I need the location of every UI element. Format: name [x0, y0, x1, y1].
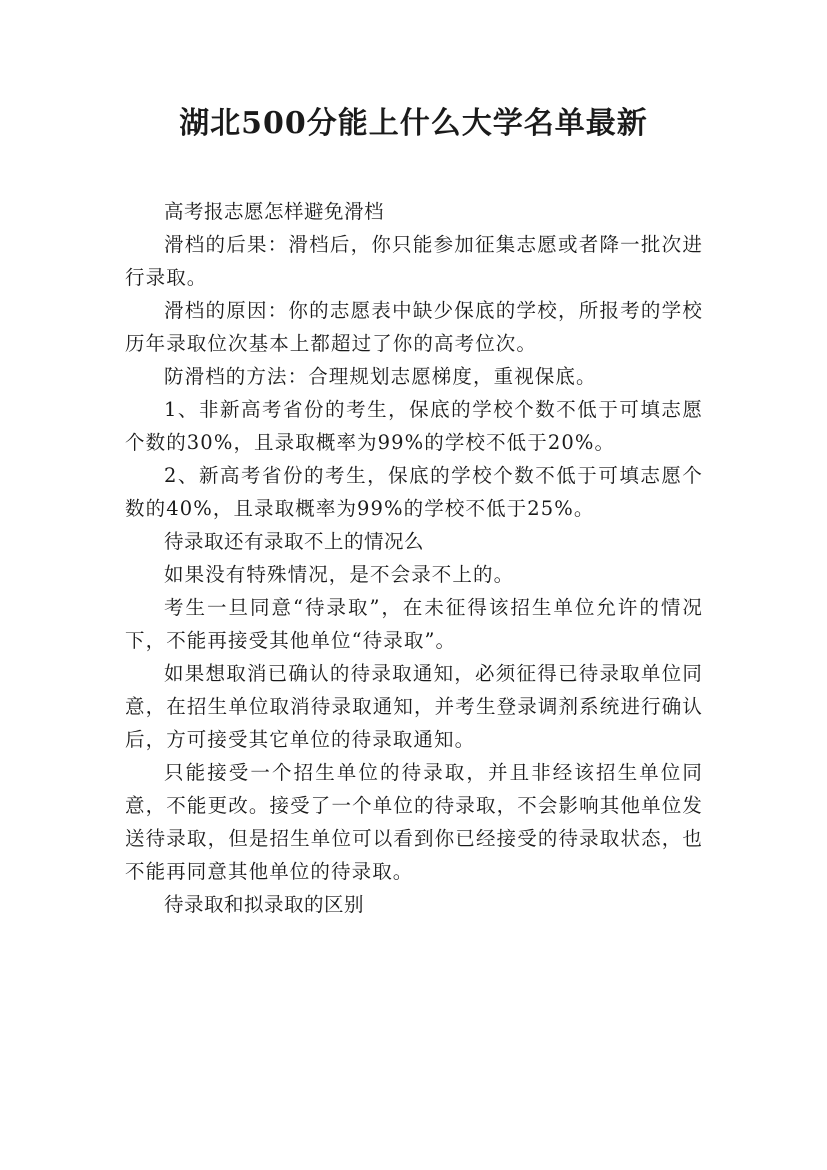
- paragraph-accept-one-only: 只能接受一个招生单位的待录取，并且非经该招生单位同意，不能更改。接受了一个单位的待录取，不会影响其他单位发送待录取，但是招生单位可以看到你已经接受的待录取状态，也不能再同意其他单位的待录取。: [125, 761, 703, 883]
- paragraph-agree-pending: 考生一旦同意“待录取”，在未征得该招生单位允许的情况下，不能再接受其他单位“待录取”。: [125, 596, 703, 652]
- document-title: 湖北500分能上什么大学名单最新: [179, 106, 648, 141]
- paragraph-rule-2: 2、新高考省份的考生，保底的学校个数不低于可填志愿个数的40%，且录取概率为99%的学校不低于25%。: [125, 464, 703, 520]
- paragraph-cancel-pending: 如果想取消已确认的待录取通知，必须征得已待录取单位同意，在招生单位取消待录取通知，并考生登录调剂系统进行确认后，方可接受其它单位的待录取通知。: [125, 662, 703, 751]
- paragraph-slip-consequence: 滑档的后果：滑档后，你只能参加征集志愿或者降一批次进行录取。: [125, 233, 703, 289]
- paragraph-slip-cause: 滑档的原因：你的志愿表中缺少保底的学校，所报考的学校历年录取位次基本上都超过了你的高考位次。: [125, 299, 703, 355]
- section-heading-avoid-slip: 高考报志愿怎样避免滑档: [164, 200, 385, 223]
- document-body: [125, 195, 703, 921]
- paragraph-rule-1: 1、非新高考省份的考生，保底的学校个数不低于可填志愿个数的30%，且录取概率为99%的学校不低于20%。: [125, 398, 703, 454]
- section-heading-difference: 待录取和拟录取的区别: [164, 893, 365, 916]
- paragraph-no-special-case: 如果没有特殊情况，是不会录不上的。: [164, 563, 515, 586]
- paragraph-slip-prevention: 防滑档的方法：合理规划志愿梯度，重视保底。: [164, 365, 597, 388]
- section-heading-pending-admission: 待录取还有录取不上的情况么: [164, 530, 425, 553]
